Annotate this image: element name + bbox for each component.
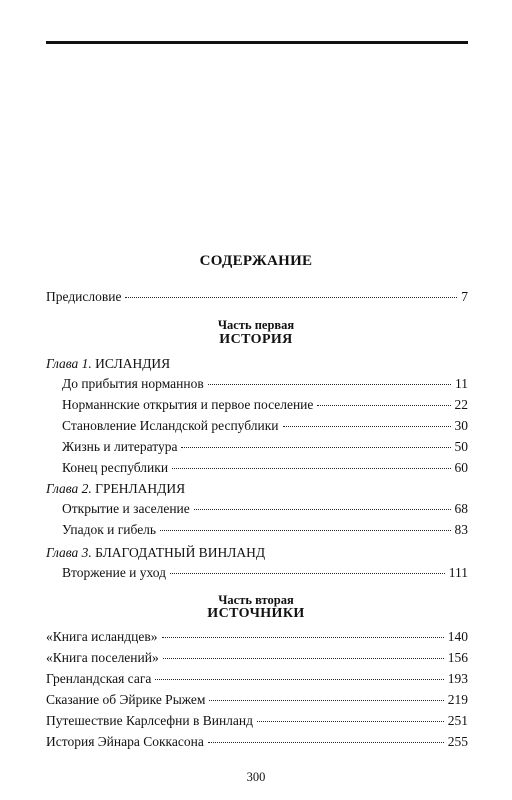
toc-entry-page: 83 <box>454 522 468 537</box>
leader-dots <box>172 468 450 469</box>
toc-entry-label: Упадок и гибель <box>62 522 157 537</box>
toc-entry-preface[interactable] <box>46 289 468 305</box>
leader-dots <box>155 679 443 680</box>
toc-entry-label: Жизнь и литература <box>62 439 178 454</box>
toc-entry[interactable] <box>62 522 468 538</box>
chapter-2-heading <box>46 481 185 497</box>
leader-dots <box>160 530 450 531</box>
leader-dots <box>257 721 444 722</box>
leader-dots <box>125 297 457 298</box>
chapter-name: ГРЕНЛАНДИЯ <box>95 481 186 496</box>
toc-entry-page: 156 <box>447 650 468 665</box>
toc-entry-page: 111 <box>448 565 468 580</box>
toc-entry-label: Сказание об Эйрике Рыжем <box>46 692 206 707</box>
chapter-prefix: Глава 3. <box>46 545 92 560</box>
toc-entry[interactable] <box>62 565 468 581</box>
leader-dots <box>170 573 445 574</box>
toc-entry-page: 219 <box>447 692 468 707</box>
toc-entry-label: История Эйнара Соккасона <box>46 734 204 749</box>
part1-title: ИСТОРИЯ <box>219 332 293 347</box>
leader-dots <box>209 700 443 701</box>
toc-entry-label: Путешествие Карлсефни в Винланд <box>46 713 254 728</box>
toc-entry-label: Предисловие <box>46 289 122 304</box>
toc-entry-page: 50 <box>454 439 468 454</box>
toc-entry-page: 7 <box>461 289 468 304</box>
toc-entry-page: 30 <box>454 418 468 433</box>
chapter-prefix: Глава 1. <box>46 356 92 371</box>
toc-entry-page: 11 <box>455 376 468 391</box>
toc-entry-page: 60 <box>454 460 468 475</box>
toc-entry-label: Конец республики <box>62 460 169 475</box>
toc-entry[interactable] <box>62 501 468 517</box>
leader-dots <box>317 405 450 406</box>
chapter-3-heading <box>46 545 265 561</box>
chapter-1-heading <box>46 356 170 372</box>
page-title: СОДЕРЖАНИЕ <box>199 253 313 269</box>
toc-entry-page: 22 <box>454 397 468 412</box>
toc-entry[interactable] <box>62 397 468 413</box>
part2-label: Часть вторая <box>218 593 294 607</box>
toc-entry[interactable] <box>46 692 468 708</box>
toc-entry-page: 251 <box>447 713 468 728</box>
chapter-prefix: Глава 2. <box>46 481 92 496</box>
toc-entry[interactable] <box>62 460 468 476</box>
toc-entry[interactable] <box>46 713 468 729</box>
part1-label: Часть первая <box>217 318 295 332</box>
leader-dots <box>163 658 444 659</box>
toc-entry-page: 140 <box>447 629 468 644</box>
toc-entry[interactable] <box>62 376 468 392</box>
toc-entry-label: «Книга исландцев» <box>46 629 158 644</box>
leader-dots <box>208 384 451 385</box>
toc-entry-label: «Книга поселений» <box>46 650 159 665</box>
toc-entry[interactable] <box>62 439 468 455</box>
toc-entry[interactable] <box>46 650 468 666</box>
part2-title: ИСТОЧНИКИ <box>207 606 305 621</box>
toc-entry-label: До прибытия норманнов <box>62 376 204 391</box>
top-rule <box>46 41 468 44</box>
toc-entry-page: 193 <box>447 671 468 686</box>
toc-entry[interactable] <box>46 629 468 645</box>
toc-entry-label: Норманнские открытия и первое поселение <box>62 397 314 412</box>
leader-dots <box>208 742 444 743</box>
toc-entry-label: Становление Исландской республики <box>62 418 279 433</box>
toc-entry[interactable] <box>46 671 468 687</box>
toc-entry[interactable] <box>46 734 468 750</box>
leader-dots <box>181 447 450 448</box>
leader-dots <box>283 426 451 427</box>
chapter-name: ИСЛАНДИЯ <box>95 356 171 371</box>
toc-entry-label: Открытие и заселение <box>62 501 190 516</box>
toc-entry-label: Вторжение и уход <box>62 565 166 580</box>
leader-dots <box>194 509 451 510</box>
chapter-name: БЛАГОДАТНЫЙ ВИНЛАНД <box>95 545 266 560</box>
toc-entry-page: 68 <box>454 501 468 516</box>
page-number: 300 <box>246 770 266 784</box>
toc-entry-page: 255 <box>447 734 468 749</box>
toc-entry-label: Гренландская сага <box>46 671 152 686</box>
toc-entry[interactable] <box>62 418 468 434</box>
leader-dots <box>162 637 444 638</box>
